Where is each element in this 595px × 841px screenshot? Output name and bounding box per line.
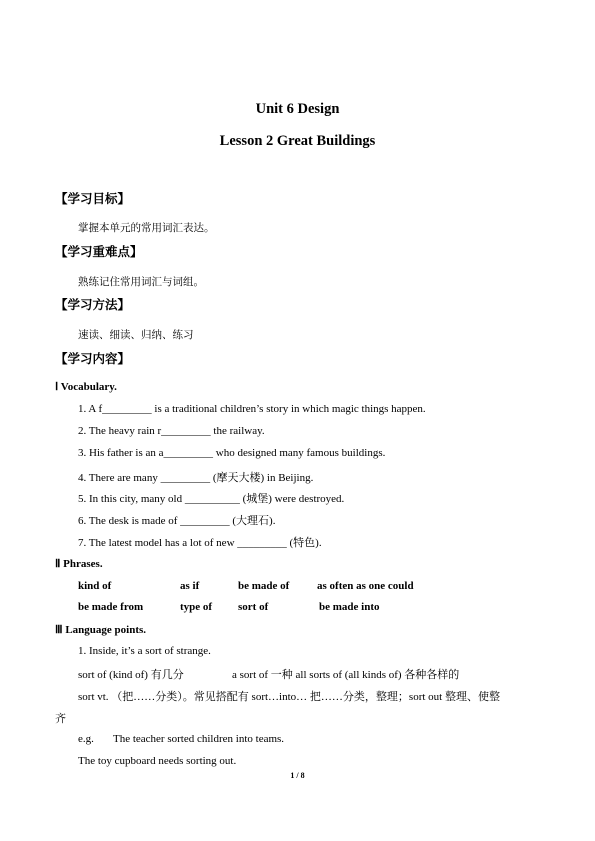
unit-title: Unit 6 Design xyxy=(255,101,340,117)
vocab-item-4: 4. There are many _________ (摩天大楼) in Beijing. xyxy=(78,472,314,484)
phrase-be-made-into: be made into xyxy=(319,601,380,613)
vocabulary-heading: Ⅰ Vocabulary. xyxy=(55,381,117,393)
vocab-item-2: 2. The heavy rain r_________ the railway. xyxy=(78,425,265,437)
key-points-heading: 【学习重难点】 xyxy=(55,244,143,259)
sort-verb-definition: sort vt. （把……分类）。常见搭配有 sort…into… 把……分类，整理；sort out 整理、使整 xyxy=(78,691,500,703)
phrase-type-of: type of xyxy=(180,601,213,613)
lesson-title: Lesson 2 Great Buildings xyxy=(219,133,376,149)
methods-heading: 【学习方法】 xyxy=(55,297,131,312)
phrase-be-made-of: be made of xyxy=(238,580,290,592)
vocab-item-1: 1. A f_________ is a traditional children’s story in which magic things happen. xyxy=(78,403,426,415)
phrase-be-made-from: be made from xyxy=(78,601,144,613)
example-sentence-2: The toy cupboard needs sorting out. xyxy=(78,755,237,767)
sort-of-definition: sort of (kind of) 有几分 xyxy=(78,669,184,681)
language-point-1: 1. Inside, it’s a sort of strange. xyxy=(78,645,211,657)
phrase-as-often-as-one-could: as often as one could xyxy=(317,580,414,592)
phrase-sort-of: sort of xyxy=(238,601,269,613)
example-sentence-1: The teacher sorted children into teams. xyxy=(113,733,285,745)
phrase-kind-of: kind of xyxy=(78,580,112,592)
vocab-item-6: 6. The desk is made of _________ (大理石). xyxy=(78,515,276,527)
goals-heading: 【学习目标】 xyxy=(55,191,131,206)
vocab-item-5: 5. In this city, many old __________ (城堡) were destroyed. xyxy=(78,493,345,505)
language-points-heading: Ⅲ Language points. xyxy=(55,624,147,636)
goals-text: 掌握本单元的常用词汇表达。 xyxy=(78,222,215,234)
key-points-text: 熟练记住常用词汇与词组。 xyxy=(78,276,204,288)
content-heading: 【学习内容】 xyxy=(55,351,131,366)
methods-text: 速读、细读、归纳、练习 xyxy=(78,329,194,341)
example-label: e.g. xyxy=(78,733,94,745)
vocab-item-7: 7. The latest model has a lot of new _________ (特色). xyxy=(78,537,322,549)
vocab-item-3: 3. His father is an a_________ who designed many famous buildings. xyxy=(78,447,386,459)
phrase-as-if: as if xyxy=(180,580,200,592)
a-sort-of-definition: a sort of 一种 all sorts of (all kinds of) 各种各样的 xyxy=(232,669,460,681)
page-number: 1 / 8 xyxy=(290,771,305,780)
phrases-heading: Ⅱ Phrases. xyxy=(55,558,103,570)
sort-verb-definition-cont: 齐 xyxy=(55,713,66,725)
